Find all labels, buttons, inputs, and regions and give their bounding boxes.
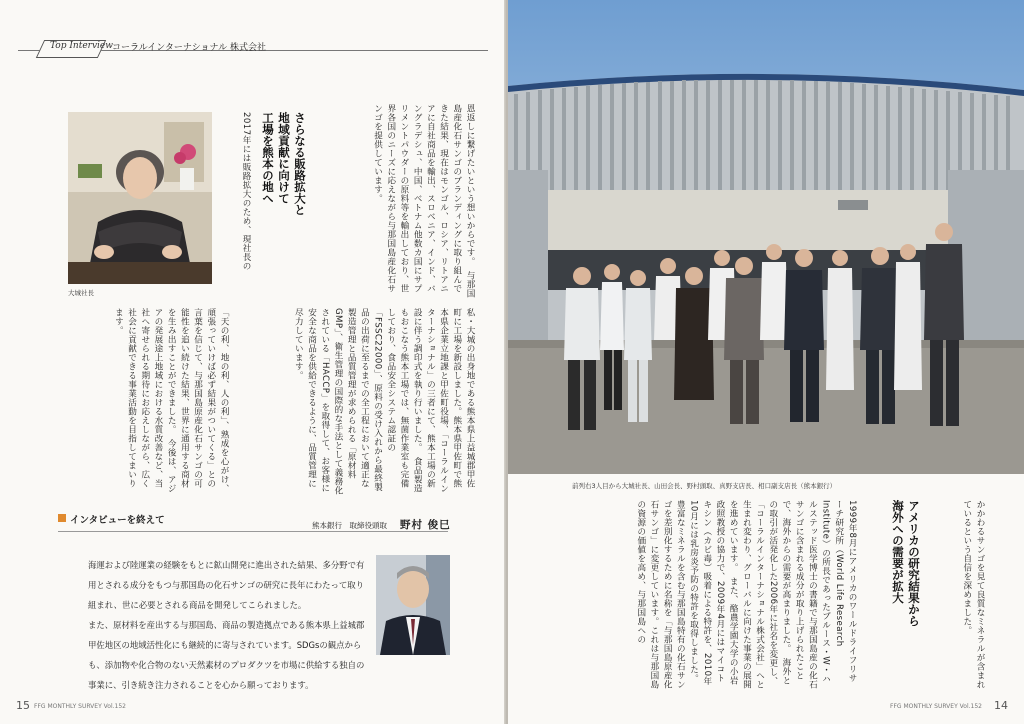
- right-page: [508, 0, 1024, 724]
- page-number-left: 15: [16, 699, 30, 712]
- body-column-a: [930, 500, 986, 690]
- section-heading-usa: [870, 500, 922, 690]
- heading-line-2: 地域貢献に向けて: [277, 112, 291, 204]
- president-portrait-photo: [68, 112, 212, 284]
- interviewer-photo: [376, 555, 450, 655]
- body-column-3: [74, 308, 230, 496]
- body-text: 恩返しに繋げたいという想いからです。 与那国島産化石サンゴのブランディングに取り組んできた結果、現在はモンゴル、ロシア、リトアニアに自社商品を輸出、スロベニア、インド、バングラデシュ、中国、ベトナム他数カ国にサプリメントパウダーの原料等を輸出しており、世界各国のニーズに応えながら与那国島産化石サンゴを提供しています。: [372, 104, 475, 298]
- body-column-2: [236, 308, 476, 496]
- portrait-illustration: [68, 112, 212, 284]
- body-text: 2017年には販路拡大のため、現社長の: [241, 112, 251, 271]
- body-text: 1999年8月にアメリカのワールドライフリサーチ研究所（World Life Research Institute）の所長であったブルース・W・ハルステッド医学博士の書籍で与那国島産の化石サンゴに含まれる成分が取り上げられたことで、海外からの需要が高まりました。 海外との取引が活発化した2006年に社名を変更し、「コーラルインターナショナル株式会社」へと生まれ変わり、グローバルに向けた事業の展開を進めています。 また、酪農学園大学の小岩政照教授の協力で、2009年4月にはマイコトキシン（カビ毒）吸着による特許を、2010年10月には乳房炎予防の特許を取得しました。 豊富なミネラルを含む与那国島特有の化石サンゴを差別化するために名称を「与那国島原産化石サンゴ」に変更しています。これは与那国島の資源の価値を高め、与那国島への: [635, 500, 857, 689]
- heading-line-1: アメリカの研究結果から: [907, 500, 921, 627]
- magazine-title-left: FFG MONTHLY SURVEY Vol.152: [34, 703, 126, 710]
- closing-section-title: インタビューを終えて: [70, 515, 165, 526]
- closing-rule: [58, 531, 448, 532]
- page-number-right: 14: [994, 699, 1008, 712]
- body-text: かかわるサンゴを見て良質なミネラルが含まれているという自信を深めました。: [961, 500, 985, 689]
- section-marker-icon: [58, 514, 66, 522]
- interviewer-name: 野村 俊巳: [400, 519, 451, 531]
- factory-group-illustration: [508, 0, 1024, 474]
- section-heading-expansion: [258, 112, 308, 302]
- closing-body: [88, 555, 368, 695]
- interviewer-illustration: [376, 555, 450, 655]
- group-photo: [508, 0, 1024, 474]
- portrait-caption: 大城社長: [68, 289, 94, 297]
- closing-paragraph: また、原材料を産出する与那国島、商品の製造拠点である熊本県上益城郡甲佐地区の地域活性化にも継続的に寄与されています。SDGsの観点からも、添加物や化合物のない天然素材のプロダクツを市場に供給する独自の事業に、引き続き注力されることを心から願っております。: [88, 620, 365, 690]
- closing-paragraph: 海運および陸運業の経験をもとに鉱山開発に進出された結果、多分野で有用とされる成分をもつ与那国島の化石サンゴの研究に長年にわたって取り組まれ、世に必要とされる商品を開発してこられました。: [88, 560, 365, 610]
- group-photo-caption: 前列右3人目から大城社長、山田会長、野村頭取、真野支店長、相口副支店長（熊本銀行）: [572, 482, 837, 490]
- body-column-intro: [222, 112, 252, 302]
- left-page: [0, 0, 506, 724]
- body-text: 「天の利、地の利、人の利」、熟成を心がけ、頑張っていけば必ず結果がついてくる」との言葉を信じて、与那国島原産化石サンゴの可能性を追い続けた結果、世界に通用する商材を生み出すことができました。 今後は、アジアの発展途上地域における水質改善など、当社へ寄せられる期待にお応えしながら、広く社会に貢献できる事業活動を目指してまいります。: [113, 308, 229, 493]
- body-column-1: [324, 104, 476, 300]
- heading-line-3: 工場を熊本の地へ: [261, 112, 275, 204]
- body-text: 私・大城の出身地である熊本県上益城郡甲佐町に工場を新設しました。熊本県甲佐町で熊本県企業立地課と甲佐町役場、「コーラルインターナショナル」の三者にて、熊本工場の新設に伴う調印式を執り行いました。 食品製造もおこなう熊本工場では、無菌作業室も完備しており、食品安全システム認証の「FSSC22000」、原料の受け入れから最終製品の出荷に至るまでの全工程において適正な製造管理と品質管理が求められる「原材料GMP」、衛生管理の国際的な手法として義務化されている「HACCP」を取得して、お客様に安全な商品を供給できるように、品質管理に尽力しています。: [293, 308, 475, 496]
- interviewer-role: 熊本銀行 取締役頭取: [312, 521, 387, 530]
- heading-line-1: さらなる販路拡大と: [293, 112, 307, 216]
- section-label: Top Interview: [50, 41, 113, 51]
- magazine-title-right: FFG MONTHLY SURVEY Vol.152: [890, 703, 982, 710]
- company-name: コーラルインターナショナル 株式会社: [112, 43, 266, 53]
- body-column-b: [538, 500, 858, 690]
- heading-line-2: 海外への需要が拡大: [891, 500, 905, 604]
